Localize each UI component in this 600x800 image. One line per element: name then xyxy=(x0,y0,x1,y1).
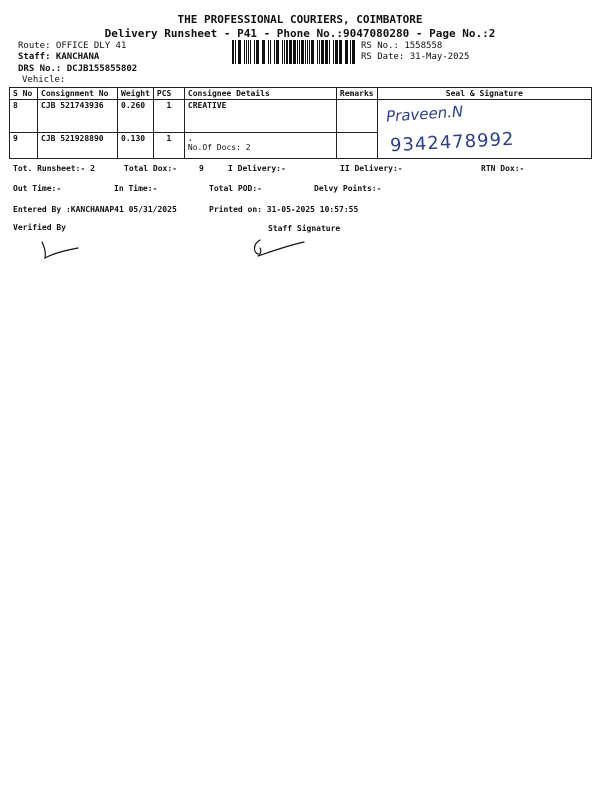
handwritten-phone: 9342478992 xyxy=(389,128,515,157)
barcode-bar xyxy=(325,40,328,64)
staff-signature-label: Staff Signature xyxy=(268,224,341,233)
company-name: THE PROFESSIONAL COURIERS, COIMBATORE xyxy=(177,13,423,26)
ii-delivery: II Delivery:- xyxy=(340,164,403,173)
barcode-bar xyxy=(284,40,285,64)
rs-number: RS No.: 1558558 xyxy=(361,41,443,51)
barcode-bar xyxy=(345,40,348,64)
barcode-bar xyxy=(352,40,355,64)
barcode-bar xyxy=(286,40,288,64)
staff-label: Staff: KANCHANA xyxy=(18,52,100,62)
cell-pcs: 1 xyxy=(153,133,184,159)
barcode-bar xyxy=(333,40,334,64)
cell-consignee xyxy=(184,100,336,133)
barcode-bar xyxy=(235,40,236,64)
i-delivery: I Delivery:- xyxy=(228,164,286,173)
cell-pcs: 1 xyxy=(153,100,184,133)
verified-signature-mark xyxy=(36,236,86,262)
col-header-sno: S No xyxy=(10,88,38,100)
cell-remarks xyxy=(336,100,377,133)
col-header-pcs: PCS xyxy=(153,88,184,100)
barcode-bar xyxy=(293,40,296,64)
barcode-bar xyxy=(268,40,269,64)
vehicle-label: Vehicle: xyxy=(22,75,66,85)
barcode-bar xyxy=(238,40,241,64)
total-pod: Total POD:- xyxy=(209,184,262,193)
total-dox-label: Total Dox:- xyxy=(124,164,177,173)
col-header-weight: Weight xyxy=(118,88,154,100)
barcode-bar xyxy=(250,40,251,64)
cell-weight: 0.260 xyxy=(118,100,154,133)
staff-signature-mark xyxy=(248,234,310,262)
barcode-bar xyxy=(274,40,275,64)
in-time: In Time:- xyxy=(114,184,158,193)
verified-by: Verified By xyxy=(13,223,66,232)
barcode-bar xyxy=(309,40,310,64)
cell-seal-signature xyxy=(377,100,591,159)
runsheet-subtitle: Delivery Runsheet - P41 - Phone No.:9047080280 - Page No.:2 xyxy=(104,27,496,40)
barcode-bar xyxy=(335,40,338,64)
runsheet-table xyxy=(9,87,592,159)
cell-remarks xyxy=(336,133,377,159)
handwritten-name: Praveen.N xyxy=(385,102,464,126)
barcode-bar xyxy=(329,40,330,64)
barcode-bar xyxy=(246,40,247,64)
table-header-row xyxy=(10,88,592,100)
barcode-bar xyxy=(232,40,234,64)
barcode-bar xyxy=(319,40,320,64)
barcode-bar xyxy=(317,40,318,64)
barcode-bar xyxy=(297,40,298,64)
col-header-signature: Seal & Signature xyxy=(377,88,591,100)
barcode-bar xyxy=(301,40,304,64)
barcode-bar xyxy=(339,40,342,64)
barcode-bar xyxy=(262,40,265,64)
barcode-bar xyxy=(276,40,279,64)
barcode-bar xyxy=(299,40,300,64)
col-header-consignment: Consignment No xyxy=(38,88,118,100)
out-time: Out Time:- xyxy=(13,184,62,193)
drs-number: DRS No.: DCJB155855802 xyxy=(18,64,138,74)
barcode-bar xyxy=(311,40,314,64)
cell-consignment: CJB 521928890 xyxy=(38,133,118,159)
delvy-points: Delvy Points:- xyxy=(314,184,382,193)
barcode-bar xyxy=(289,40,292,64)
barcode-bar xyxy=(244,40,245,64)
barcode-bar xyxy=(321,40,324,64)
barcode-bar xyxy=(305,40,306,64)
cell-weight: 0.130 xyxy=(118,133,154,159)
cell-consignee xyxy=(184,133,336,159)
barcode-bar xyxy=(270,40,271,64)
cell-sno: 9 xyxy=(10,133,38,159)
consignee-name: . xyxy=(187,134,193,143)
barcode-image xyxy=(232,40,355,64)
rtn-dox: RTN Dox:- xyxy=(481,164,525,173)
tot-runsheet: Tot. Runsheet:- 2 xyxy=(13,164,95,173)
barcode-bar xyxy=(307,40,308,64)
barcode-bar xyxy=(282,40,283,64)
consignee-name: CREATIVE xyxy=(187,101,227,110)
printed-on: Printed on: 31-05-2025 10:57:55 xyxy=(209,205,359,214)
consignee-docs-note: No.Of Docs: 2 xyxy=(187,143,251,152)
rs-date: RS Date: 31-May-2025 xyxy=(361,52,470,62)
barcode-bar xyxy=(256,40,259,64)
total-dox-value: 9 xyxy=(199,164,204,173)
col-header-consignee: Consignee Details xyxy=(184,88,336,100)
cell-sno: 8 xyxy=(10,100,38,133)
route-label: Route: OFFICE DLY 41 xyxy=(18,41,127,51)
barcode-bar xyxy=(254,40,255,64)
cell-consignment: CJB 521743936 xyxy=(38,100,118,133)
barcode-bar xyxy=(350,40,351,64)
table-row xyxy=(10,100,592,133)
barcode-bar xyxy=(248,40,249,64)
col-header-remarks: Remarks xyxy=(336,88,377,100)
entered-by: Entered By :KANCHANAP41 05/31/2025 xyxy=(13,205,177,214)
